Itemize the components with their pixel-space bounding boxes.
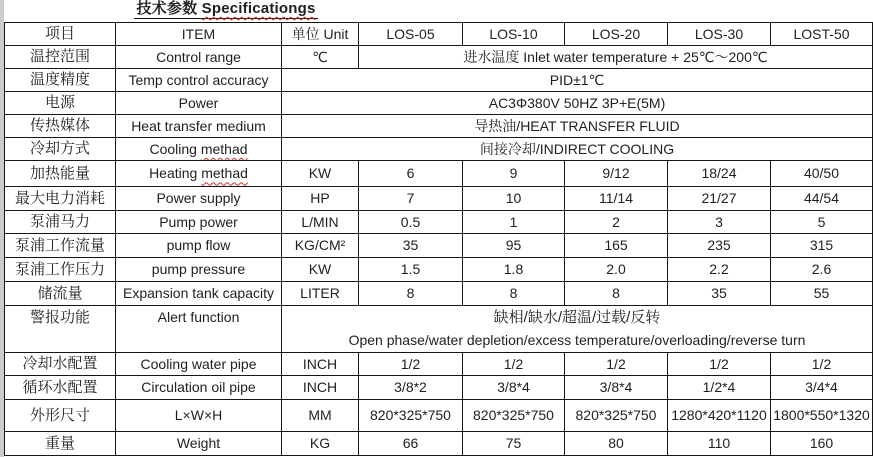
row-label-en: Alert function bbox=[116, 306, 282, 353]
row-label-en: pump flow bbox=[116, 234, 282, 258]
table-row bbox=[5, 353, 873, 376]
row-label-cn: 储流量 bbox=[5, 282, 116, 306]
table-row bbox=[5, 234, 873, 258]
row-label-cn: 加热能量 bbox=[5, 161, 116, 187]
value-cell: 235 bbox=[668, 234, 771, 258]
value-cell: 820*325*750 bbox=[463, 400, 565, 432]
row-label-cn: 泵浦工作压力 bbox=[5, 258, 116, 282]
row-unit: LITER bbox=[282, 282, 359, 306]
page-title-en: Specificationgs bbox=[201, 0, 316, 17]
row-label-cn: 外形尺寸 bbox=[5, 400, 116, 432]
value-cell: 6 bbox=[359, 161, 463, 187]
page-title-cn: 技术参数 bbox=[136, 0, 198, 17]
value-cell: 1/2 bbox=[463, 353, 565, 376]
value-cell: 8 bbox=[463, 282, 565, 306]
value-cell: 80 bbox=[565, 432, 668, 456]
value-cell: 8 bbox=[359, 282, 463, 306]
value-cell: 40/50 bbox=[771, 161, 873, 187]
value-cell: 35 bbox=[359, 234, 463, 258]
value-cell: 3/4*4 bbox=[771, 376, 873, 400]
row-label-cn: 冷却方式 bbox=[5, 138, 116, 161]
col-header-model: LOS-05 bbox=[359, 23, 463, 46]
row-label-cn: 警报功能 bbox=[5, 306, 116, 353]
merged-value-cell: 进水温度 Inlet water temperature + 25℃～200℃ bbox=[359, 46, 873, 69]
row-unit: MM bbox=[282, 400, 359, 432]
row-label-cn: 冷却水配置 bbox=[5, 353, 116, 376]
table-row bbox=[5, 92, 873, 115]
row-label-cn: 泵浦工作流量 bbox=[5, 234, 116, 258]
row-label-en: Control range bbox=[116, 46, 282, 69]
misspelled-word: methad bbox=[201, 165, 248, 182]
value-cell: 1/2*4 bbox=[668, 376, 771, 400]
merged-value-cell: 导热油/HEAT TRANSFER FLUID bbox=[282, 115, 873, 138]
col-header-unit: 单位 Unit bbox=[282, 23, 359, 46]
value-cell: 21/27 bbox=[668, 187, 771, 211]
row-unit: L/MIN bbox=[282, 211, 359, 234]
value-cell: 1/2 bbox=[771, 353, 873, 376]
row-unit: INCH bbox=[282, 376, 359, 400]
value-cell: 110 bbox=[668, 432, 771, 456]
value-cell: 1/2 bbox=[359, 353, 463, 376]
row-unit: HP bbox=[282, 187, 359, 211]
value-cell: 160 bbox=[771, 432, 873, 456]
merged-cell-line: Open phase/water depletion/excess temperature/overloading/reverse turn bbox=[348, 332, 806, 348]
row-unit: ℃ bbox=[282, 46, 359, 69]
value-cell: 820*325*750 bbox=[359, 400, 463, 432]
value-cell: 165 bbox=[565, 234, 668, 258]
row-label-cn: 泵浦马力 bbox=[5, 211, 116, 234]
row-unit: KG bbox=[282, 432, 359, 456]
row-unit: KG/CM² bbox=[282, 234, 359, 258]
table-row bbox=[5, 306, 873, 353]
value-cell: 2.6 bbox=[771, 258, 873, 282]
value-cell: 95 bbox=[463, 234, 565, 258]
value-cell: 2.0 bbox=[565, 258, 668, 282]
value-cell: 1/2 bbox=[565, 353, 668, 376]
value-cell: 11/14 bbox=[565, 187, 668, 211]
row-label-cn: 最大电力消耗 bbox=[5, 187, 116, 211]
value-cell: 2.2 bbox=[668, 258, 771, 282]
row-label-en: Weight bbox=[116, 432, 282, 456]
merged-cell-line: 缺相/缺水/超温/过载/反转 bbox=[493, 309, 661, 326]
value-cell: 35 bbox=[668, 282, 771, 306]
col-header-model: LOS-30 bbox=[668, 23, 771, 46]
value-cell: 1.5 bbox=[359, 258, 463, 282]
value-cell: 1 bbox=[463, 211, 565, 234]
row-label-en: Pump power bbox=[116, 211, 282, 234]
value-cell: 7 bbox=[359, 187, 463, 211]
row-label-cn: 温度精度 bbox=[5, 69, 116, 92]
table-row bbox=[5, 187, 873, 211]
spec-table bbox=[4, 22, 873, 456]
value-cell: 5 bbox=[771, 211, 873, 234]
row-label-cn: 电源 bbox=[5, 92, 116, 115]
col-header-item-cn: 项目 bbox=[5, 23, 116, 46]
spec-table-body bbox=[5, 23, 873, 456]
value-cell: 3/8*4 bbox=[565, 376, 668, 400]
col-header-model: LOS-20 bbox=[565, 23, 668, 46]
table-row bbox=[5, 432, 873, 456]
row-label-en: Cooling water pipe bbox=[116, 353, 282, 376]
merged-value-cell: AC3Φ380V 50HZ 3P+E(5M) bbox=[282, 92, 873, 115]
row-label-en: Power supply bbox=[116, 187, 282, 211]
row-label-cn: 重量 bbox=[5, 432, 116, 456]
col-header-item-en: ITEM bbox=[116, 23, 282, 46]
value-cell: 3/8*2 bbox=[359, 376, 463, 400]
table-row bbox=[5, 46, 873, 69]
value-cell: 3 bbox=[668, 211, 771, 234]
row-label-en: Expansion tank capacity bbox=[116, 282, 282, 306]
value-cell: 9 bbox=[463, 161, 565, 187]
row-label-cn: 循环水配置 bbox=[5, 376, 116, 400]
value-cell: 10 bbox=[463, 187, 565, 211]
table-row bbox=[5, 258, 873, 282]
page-title-text bbox=[134, 0, 317, 19]
value-cell: 2 bbox=[565, 211, 668, 234]
row-label-en: Heating methad bbox=[116, 161, 282, 187]
merged-value-cell: 间接冷却/INDIRECT COOLING bbox=[282, 138, 873, 161]
table-row bbox=[5, 282, 873, 306]
value-cell: 1280*420*1120 bbox=[668, 400, 771, 432]
table-row bbox=[5, 115, 873, 138]
value-cell: 1800*550*1320 bbox=[771, 400, 873, 432]
value-cell: 18/24 bbox=[668, 161, 771, 187]
value-cell: 820*325*750 bbox=[565, 400, 668, 432]
merged-value-cell bbox=[282, 306, 873, 353]
page-title bbox=[4, 0, 448, 19]
row-unit: INCH bbox=[282, 353, 359, 376]
row-label-en: L×W×H bbox=[116, 400, 282, 432]
table-row bbox=[5, 138, 873, 161]
row-label-en: Power bbox=[116, 92, 282, 115]
value-cell: 1/2 bbox=[668, 353, 771, 376]
table-row bbox=[5, 376, 873, 400]
table-row bbox=[5, 69, 873, 92]
value-cell: 1.8 bbox=[463, 258, 565, 282]
table-row bbox=[5, 400, 873, 432]
row-label-cn: 温控范围 bbox=[5, 46, 116, 69]
row-label-en: Cooling methad bbox=[116, 138, 282, 161]
misspelled-word: methad bbox=[200, 140, 248, 157]
row-label-en: Temp control accuracy bbox=[116, 69, 282, 92]
value-cell: 66 bbox=[359, 432, 463, 456]
value-cell: 3/8*4 bbox=[463, 376, 565, 400]
value-cell: 0.5 bbox=[359, 211, 463, 234]
value-cell: 9/12 bbox=[565, 161, 668, 187]
row-label-en: Circulation oil pipe bbox=[116, 376, 282, 400]
value-cell: 55 bbox=[771, 282, 873, 306]
table-row bbox=[5, 211, 873, 234]
row-label-en: pump pressure bbox=[116, 258, 282, 282]
row-label-en: Heat transfer medium bbox=[116, 115, 282, 138]
value-cell: 75 bbox=[463, 432, 565, 456]
table-row bbox=[5, 161, 873, 187]
row-unit: KW bbox=[282, 161, 359, 187]
col-header-model: LOST-50 bbox=[771, 23, 873, 46]
value-cell: 44/54 bbox=[771, 187, 873, 211]
merged-value-cell: PID±1℃ bbox=[282, 69, 873, 92]
col-header-model: LOS-10 bbox=[463, 23, 565, 46]
row-label-cn: 传热媒体 bbox=[5, 115, 116, 138]
value-cell: 8 bbox=[565, 282, 668, 306]
value-cell: 315 bbox=[771, 234, 873, 258]
row-unit: KW bbox=[282, 258, 359, 282]
